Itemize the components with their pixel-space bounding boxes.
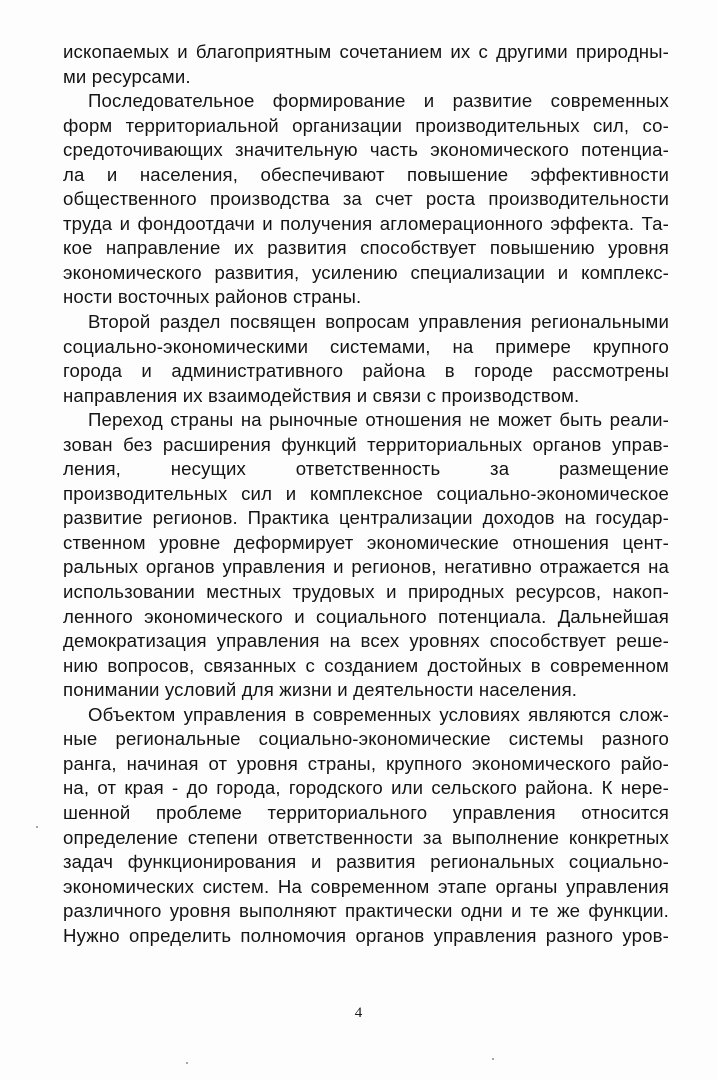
- text-line: на, от края - до города, городского или сельского района. К нере-: [63, 777, 669, 799]
- scan-speck: [492, 1058, 494, 1060]
- body-text: [63, 40, 669, 948]
- text-line: кое направление их развития способствует повышению уровня: [63, 237, 669, 259]
- text-line: Нужно определить полномочия органов управления разного уров-: [63, 924, 669, 946]
- paragraph-5: [63, 703, 669, 948]
- text-line: ления, несущих ответственность за размещение: [63, 458, 669, 480]
- scan-speck: [36, 826, 38, 828]
- text-line: направления их взаимодействия и связи с производством.: [63, 384, 580, 406]
- page-number: 4: [354, 1005, 363, 1021]
- text-line: понимании условий для жизни и деятельности населения.: [63, 679, 578, 701]
- scan-speck: [186, 1062, 188, 1064]
- text-line: развитие регионов. Практика централизации доходов на государ-: [63, 507, 669, 529]
- text-line: ископаемых и благоприятным сочетанием их с другими природны-: [63, 41, 669, 62]
- paragraph-1: [63, 40, 669, 89]
- text-line: труда и фондоотдачи и получения агломерационного эффекта. Та-: [63, 212, 669, 234]
- text-line: ми ресурсами.: [63, 65, 191, 87]
- text-line: ла и населения, обеспечивают повышение эффективности: [63, 163, 669, 185]
- text-line: Переход страны на рыночные отношения не может быть реали-: [88, 409, 669, 431]
- text-line: средоточивающих значительную часть экономического потенциа-: [63, 139, 669, 161]
- text-line: города и административного района в городе рассмотрены: [63, 360, 669, 382]
- text-line: ранга, начиная от уровня страны, крупного экономического райо-: [63, 752, 669, 774]
- text-line: общественного производства за счет роста производительности: [63, 188, 669, 210]
- text-line: форм территориальной организации производительных сил, со-: [63, 114, 669, 136]
- text-line: ственном уровне деформирует экономические отношения цент-: [63, 531, 669, 553]
- text-line: нию вопросов, связанных с созданием достойных в современном: [63, 654, 669, 676]
- text-line: ности восточных районов страны.: [63, 286, 362, 308]
- text-line: использовании местных трудовых и природных ресурсов, накоп-: [63, 581, 669, 603]
- paragraph-3: [63, 310, 669, 408]
- text-line: социально-экономическими системами, на примере крупного: [63, 335, 669, 357]
- text-line: шенной проблеме территориального управления относится: [63, 801, 669, 823]
- text-line: экономических систем. На современном этапе органы управления: [63, 875, 669, 897]
- paragraph-4: [63, 408, 669, 703]
- text-line: зован без расширения функций территориальных органов управ-: [63, 433, 669, 455]
- text-line: экономического развития, усилению специализации и комплекс-: [63, 261, 669, 283]
- text-line: Последовательное формирование и развитие современных: [88, 90, 669, 112]
- text-line: Второй раздел посвящен вопросам управления региональными: [88, 311, 669, 333]
- text-line: производительных сил и комплексное социально-экономическое: [63, 482, 669, 504]
- text-line: Объектом управления в современных условиях являются слож-: [88, 703, 669, 725]
- text-line: ленного экономического и социального потенциала. Дальнейшая: [63, 605, 669, 627]
- text-line: ральных органов управления и регионов, негативно отражается на: [63, 556, 669, 578]
- text-line: различного уровня выполняют практически одни и те же функции.: [63, 900, 669, 922]
- text-line: определение степени ответственности за выполнение конкретных: [63, 826, 669, 848]
- text-line: задач функционирования и развития региональных социально-: [63, 851, 669, 873]
- text-line: демократизация управления на всех уровнях способствует реше-: [63, 630, 669, 652]
- paragraph-2: [63, 89, 669, 310]
- text-line: ные региональные социально-экономические системы разного: [63, 728, 669, 750]
